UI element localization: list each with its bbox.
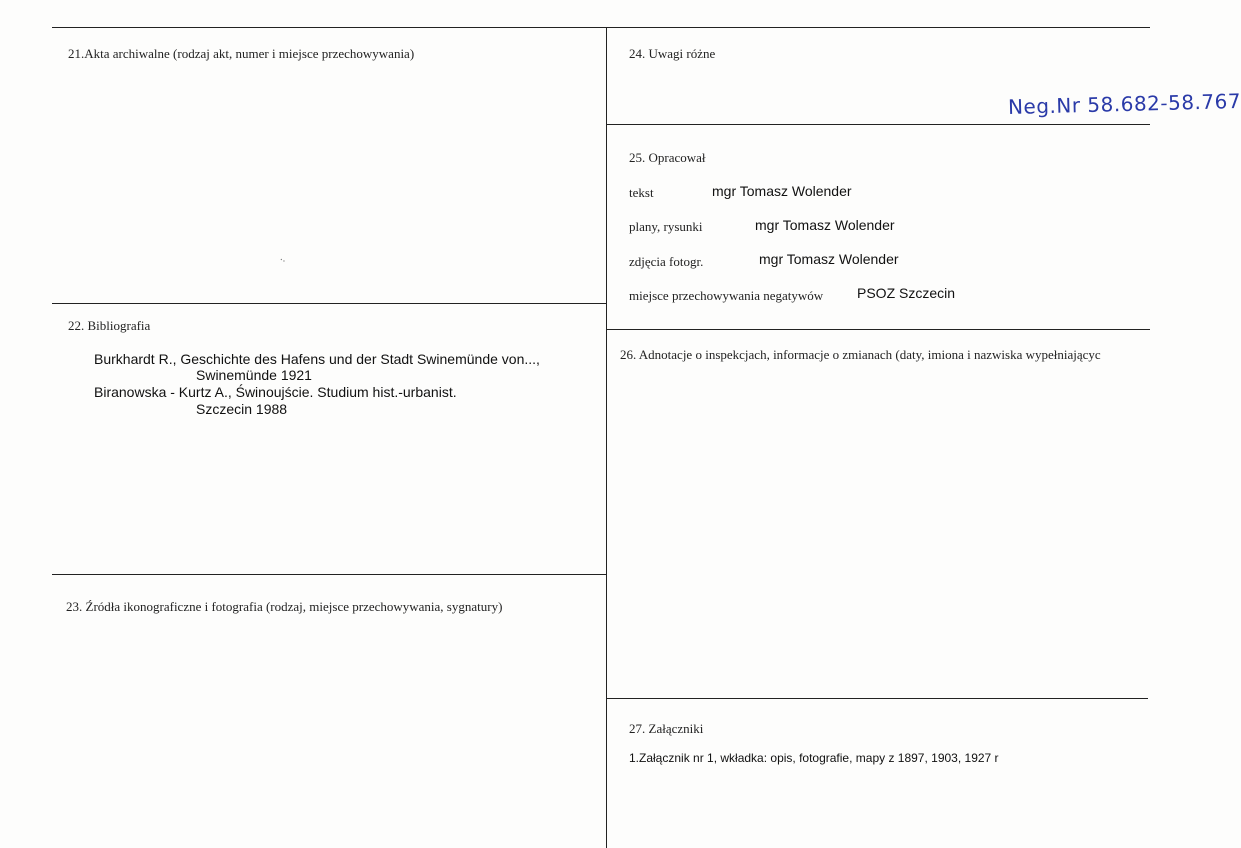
field-21-label: 21.Akta archiwalne (rodzaj akt, numer i miejsce przechowywania) bbox=[68, 46, 415, 61]
field-24-label: 24. Uwagi różne bbox=[629, 46, 716, 61]
scan-speck: ⸱⸳ bbox=[280, 255, 286, 266]
divider-22-23 bbox=[52, 574, 607, 575]
bibliography-entry-2-place: Szczecin 1988 bbox=[196, 401, 288, 417]
divider-24-25 bbox=[606, 124, 1150, 125]
top-border bbox=[52, 27, 1150, 28]
author-text-value: mgr Tomasz Wolender bbox=[712, 183, 852, 199]
field-22-label: 22. Bibliografia bbox=[68, 318, 151, 333]
attachments-list: 1.Załącznik nr 1, wkładka: opis, fotografie, mapy z 1897, 1903, 1927 r bbox=[629, 751, 999, 765]
bibliography-entry-1-place: Swinemünde 1921 bbox=[196, 367, 312, 383]
field-27-label: 27. Załączniki bbox=[629, 721, 704, 736]
negatives-storage-value: PSOZ Szczecin bbox=[857, 285, 956, 301]
handwritten-negative-numbers: Neg.Nr 58.682-58.767 bbox=[1007, 88, 1241, 120]
negatives-storage-label: miejsce przechowywania negatywów bbox=[629, 288, 824, 303]
author-photos-value: mgr Tomasz Wolender bbox=[759, 251, 899, 267]
center-vertical-divider bbox=[606, 27, 607, 848]
author-drawings-value: mgr Tomasz Wolender bbox=[755, 217, 895, 233]
author-drawings-label: plany, rysunki bbox=[629, 219, 703, 234]
divider-26-27 bbox=[606, 698, 1148, 699]
field-26-label: 26. Adnotacje o inspekcjach, informacje o zmianach (daty, imiona i nazwiska wypełniającyc bbox=[620, 347, 1101, 362]
field-25-label: 25. Opracował bbox=[629, 150, 706, 165]
author-photos-label: zdjęcia fotogr. bbox=[629, 254, 704, 269]
bibliography-entry-2: Biranowska - Kurtz A., Świnoujście. Studium hist.-urbanist. bbox=[94, 384, 457, 400]
author-text-label: tekst bbox=[629, 185, 654, 200]
divider-21-22 bbox=[52, 303, 607, 304]
divider-25-26 bbox=[606, 329, 1150, 330]
field-23-label: 23. Źródła ikonograficzne i fotografia (rodzaj, miejsce przechowywania, sygnatury) bbox=[66, 599, 503, 614]
bibliography-entry-1: Burkhardt R., Geschichte des Hafens und der Stadt Swinemünde von..., bbox=[94, 351, 540, 367]
